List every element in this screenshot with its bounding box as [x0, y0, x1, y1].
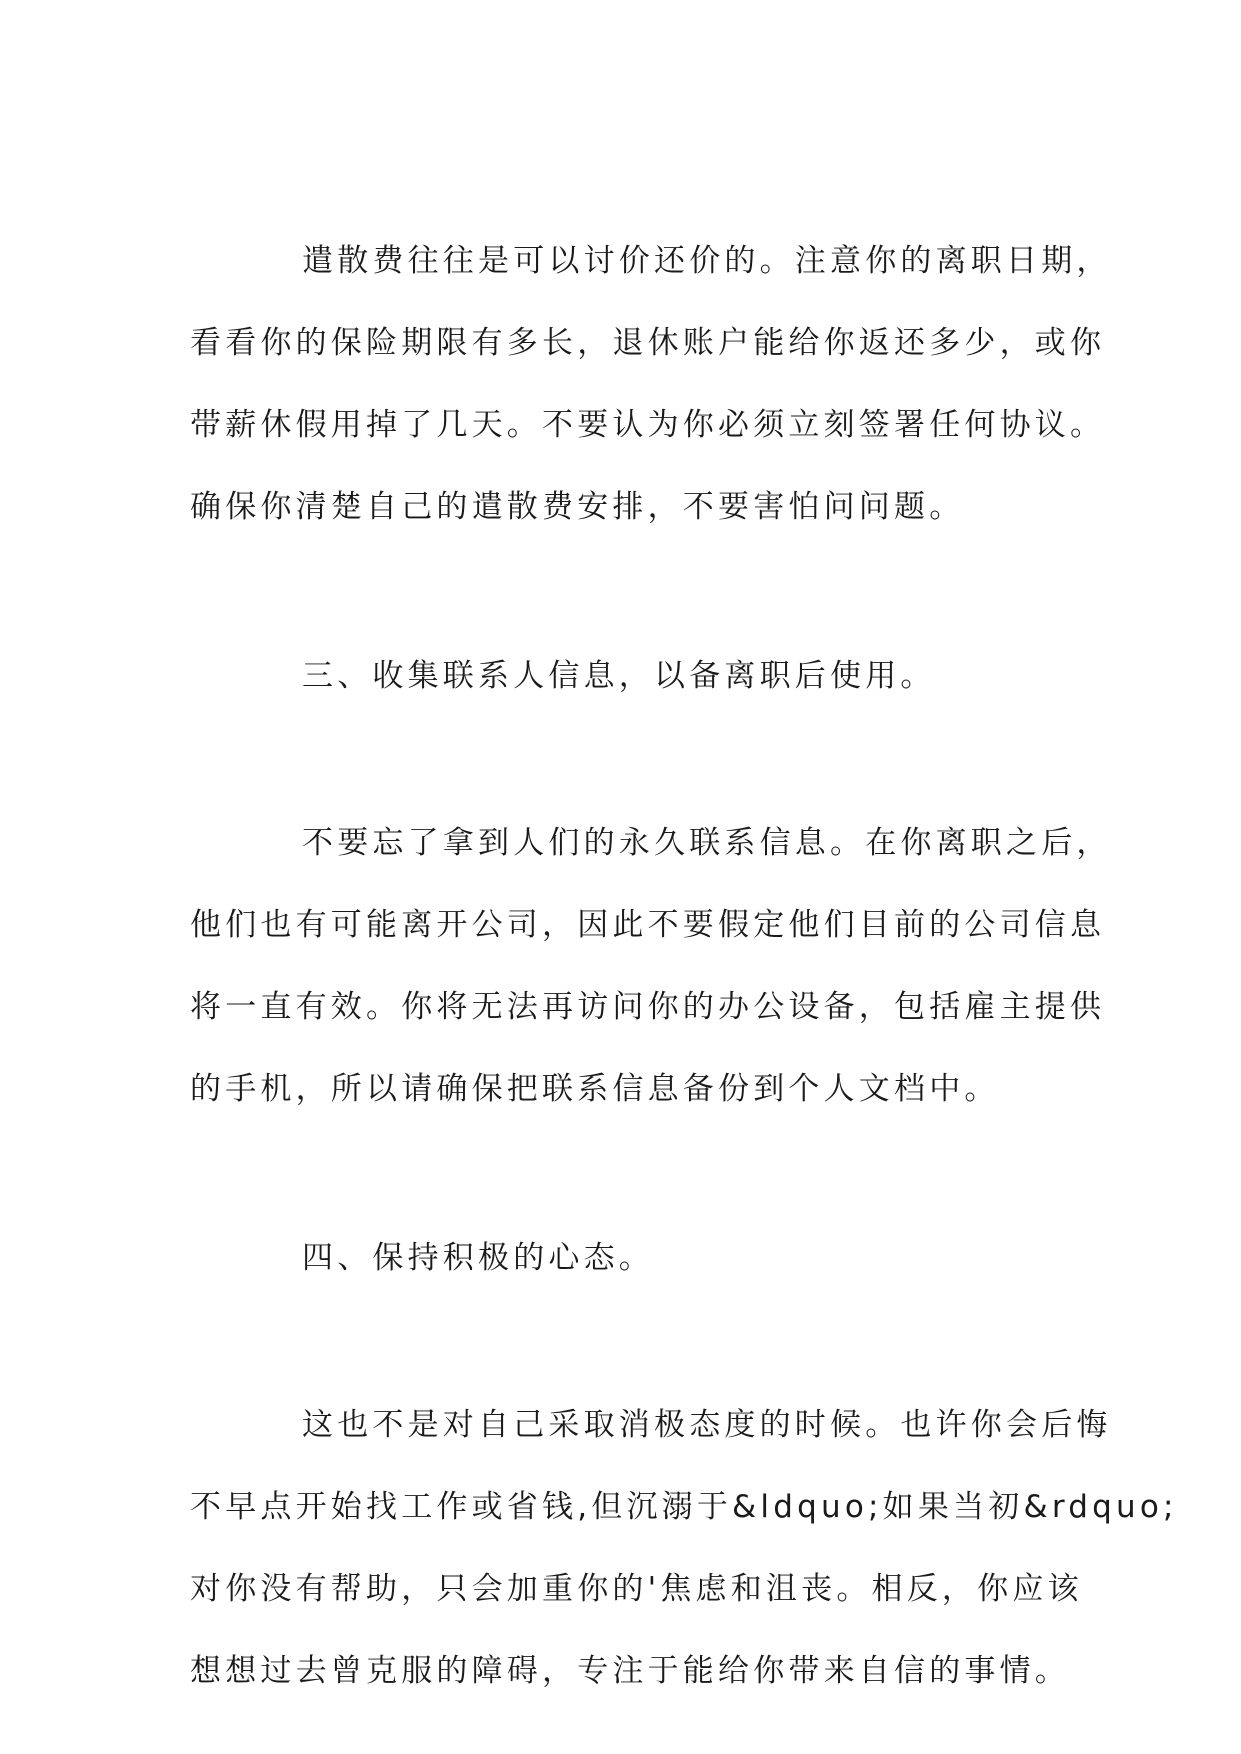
paragraph-1-line-1: 遣散费往往是可以讨价还价的。注意你的离职日期， [302, 243, 1112, 279]
paragraph-3-line-2: 不早点开始找工作或省钱,但沉溺于&ldquo;如果当初&rdquo; [190, 1489, 1178, 1525]
paragraph-1-line-3: 带薪休假用掉了几天。不要认为你必须立刻签署任何协议。 [190, 407, 1106, 443]
paragraph-3-line-4: 想想过去曾克服的障碍，专注于能给你带来自信的事情。 [190, 1653, 1070, 1689]
paragraph-2-line-2: 他们也有可能离开公司，因此不要假定他们目前的公司信息 [190, 907, 1106, 943]
paragraph-2-line-1: 不要忘了拿到人们的永久联系信息。在你离职之后， [302, 825, 1112, 861]
paragraph-3-line-1: 这也不是对自己采取消极态度的时候。也许你会后悔 [302, 1407, 1112, 1443]
section-heading-3: 三、收集联系人信息，以备离职后使用。 [302, 658, 936, 694]
paragraph-1-line-2: 看看你的保险期限有多长，退休账户能给你返还多少，或你 [190, 325, 1106, 361]
paragraph-3-line-3: 对你没有帮助，只会加重你的'焦虑和沮丧。相反，你应该 [190, 1571, 1083, 1607]
section-heading-4: 四、保持积极的心态。 [302, 1240, 654, 1276]
paragraph-2-line-4: 的手机，所以请确保把联系信息备份到个人文档中。 [190, 1071, 1000, 1107]
paragraph-1-line-4: 确保你清楚自己的遣散费安排，不要害怕问问题。 [190, 489, 965, 525]
paragraph-2-line-3: 将一直有效。你将无法再访问你的办公设备，包括雇主提供 [190, 989, 1106, 1025]
